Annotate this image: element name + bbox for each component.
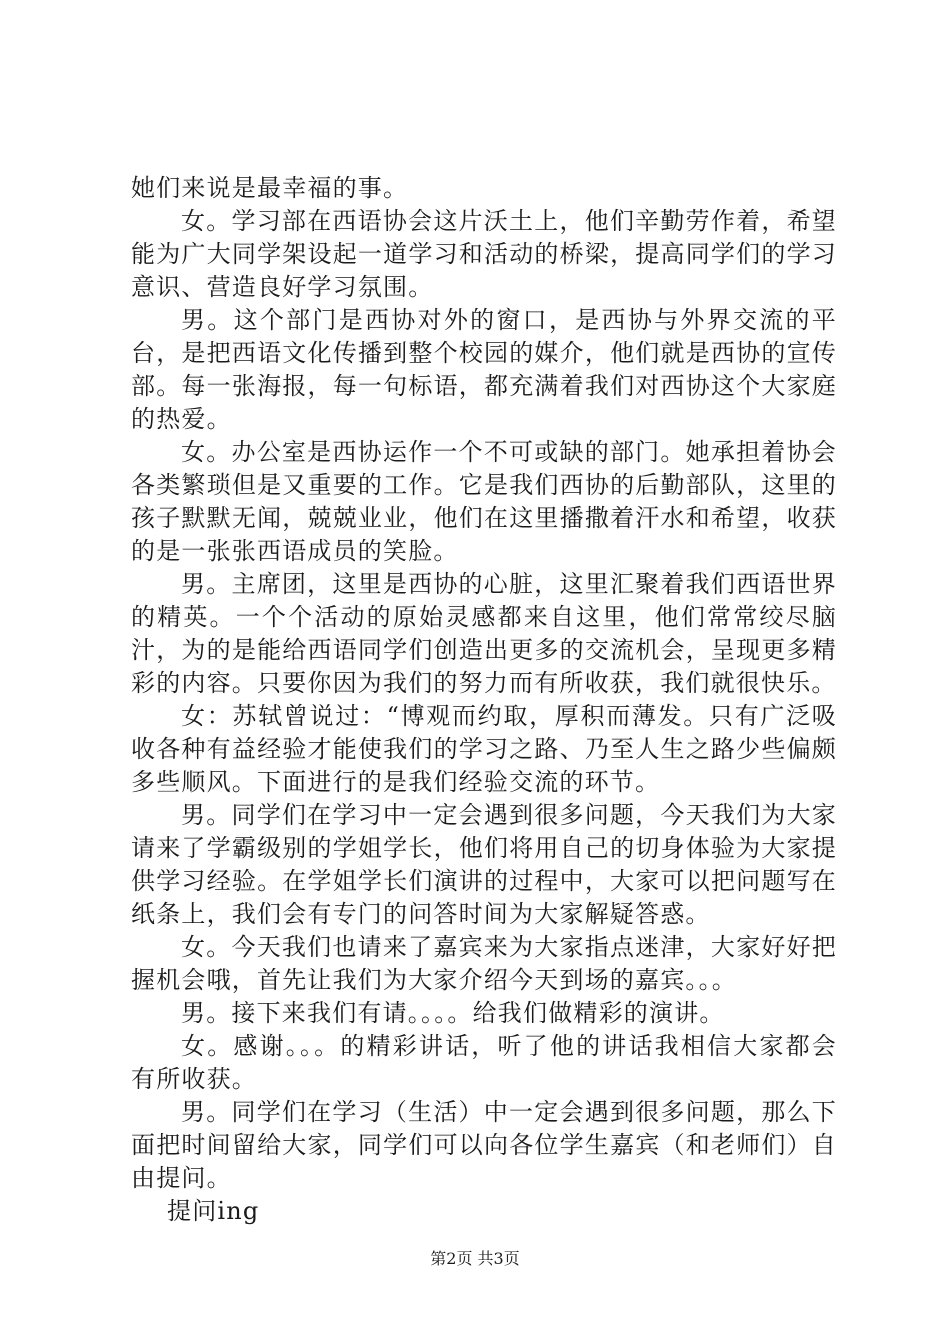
paragraph-experience-sharing: 男。同学们在学习中一定会遇到很多问题，今天我们为大家请来了学霸级别的学姐学长，他们将用自己的切身体验为大家提供学习经验。在学姐学长们演讲的过程中，大家可以把问题写在纸条上，我们会有专门的问答时间为大家解疑答惑。 [131, 801, 837, 928]
paragraph-qa-intro: 男。同学们在学习（生活）中一定会遇到很多问题，那么下面把时间留给大家，同学们可以向各位学生嘉宾（和老师们）自由提问。 [131, 1098, 837, 1192]
paragraph-continuation: 她们来说是最幸福的事。 [131, 174, 409, 202]
paragraph-su-shi-quote: 女：苏轼曾说过：“博观而约取，厚积而薄发。只有广泛吸收各种有益经验才能使我们的学习之路、乃至人生之路少些偏颇多些顺风。下面进行的是我们经验交流的环节。 [131, 702, 837, 796]
paragraph-presidium: 男。主席团，这里是西协的心脏，这里汇聚着我们西语世界的精英。一个个活动的原始灵感都来自这里，他们常常绞尽脑汁，为的是能给西语同学们创造出更多的交流机会，呈现更多精彩的内容。只要你因为我们的努力而有所收获，我们就很快乐。 [131, 570, 837, 697]
paragraph-publicity-dept: 男。这个部门是西协对外的窗口，是西协与外界交流的平台，是把西语文化传播到整个校园的媒介，他们就是西协的宣传部。每一张海报，每一句标语，都充满着我们对西协这个大家庭的热爱。 [131, 306, 837, 433]
paragraph-study-dept: 女。学习部在西语协会这片沃土上，他们辛勤劳作着，希望能为广大同学架设起一道学习和活动的桥梁，提高同学们的学习意识、营造良好学习氛围。 [131, 207, 837, 301]
paragraph-thanks: 女。感谢。。。的精彩讲话，听了他的讲话我相信大家都会有所收获。 [131, 1032, 837, 1093]
page-number-footer: 第2页 共3页 [430, 1249, 520, 1268]
paragraph-invite-speech: 男。接下来我们有请。。。。给我们做精彩的演讲。 [181, 999, 725, 1027]
document-body [131, 172, 837, 1228]
paragraph-office: 女。办公室是西协运作一个不可或缺的部门。她承担着协会各类繁琐但是又重要的工作。它是我们西协的后勤部队，这里的孩子默默无闻，兢兢业业，他们在这里播撒着汗水和希望，收获的是一张张西语成员的笑脸。 [131, 438, 837, 565]
paragraph-guests-intro: 女。今天我们也请来了嘉宾来为大家指点迷津，大家好好把握机会哦，首先让我们为大家介绍今天到场的嘉宾。。。 [131, 933, 837, 994]
paragraph-qa: 提问ing [167, 1197, 260, 1225]
